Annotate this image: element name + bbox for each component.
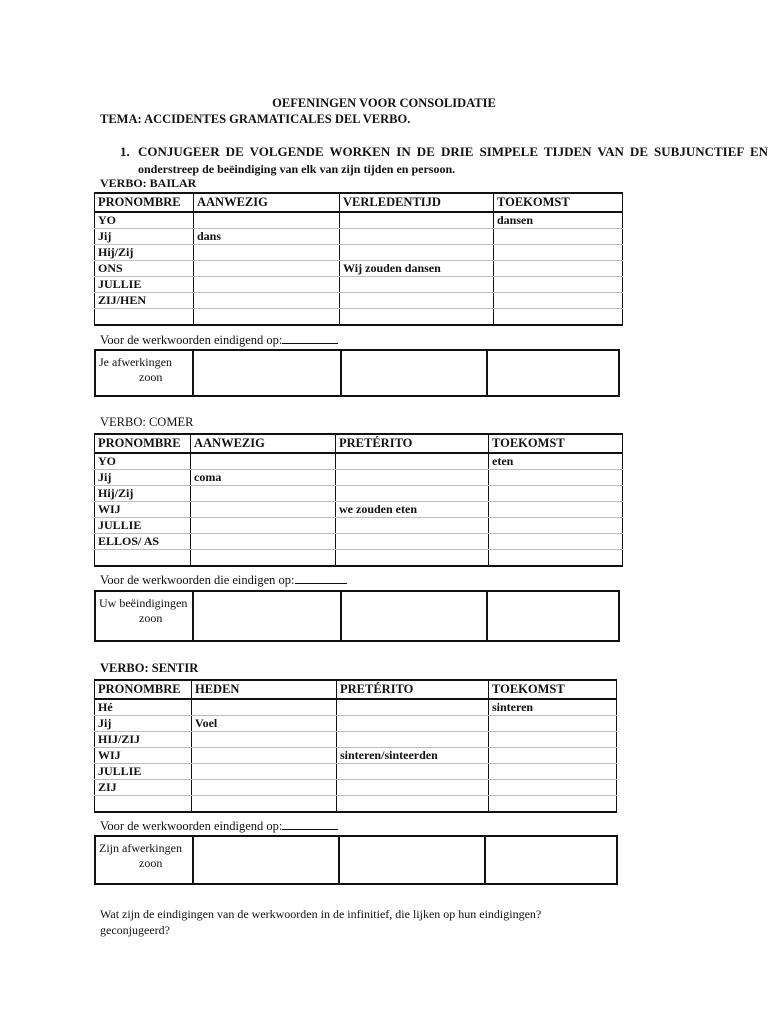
pronoun-cell: ONS bbox=[95, 261, 194, 277]
endings-label-zoon: zoon bbox=[139, 611, 163, 625]
instruction-line-1 bbox=[120, 144, 768, 160]
conjugation-cell[interactable] bbox=[336, 534, 489, 550]
table-row bbox=[95, 470, 623, 486]
endings-blank[interactable] bbox=[282, 333, 338, 344]
table-row bbox=[95, 212, 623, 229]
column-header: PRETÉRITO bbox=[337, 680, 489, 699]
pronoun-cell: Jij bbox=[95, 716, 192, 732]
pronoun-cell: ELLOS/ AS bbox=[95, 534, 191, 550]
conjugation-cell[interactable]: Wij zouden dansen bbox=[340, 261, 494, 277]
instruction-number: 1. bbox=[120, 144, 130, 159]
conjugation-cell[interactable] bbox=[340, 229, 494, 245]
conjugation-cell[interactable] bbox=[489, 780, 617, 796]
pronoun-cell: Jij bbox=[95, 229, 194, 245]
table-row bbox=[95, 261, 623, 277]
pronoun-cell: JULLIE bbox=[95, 277, 194, 293]
endings-caption-sentir bbox=[100, 819, 338, 834]
endings-caption-text: Voor de werkwoorden eindigend op: bbox=[100, 819, 283, 833]
table-header-row bbox=[95, 434, 623, 453]
pronoun-cell: JULLIE bbox=[95, 518, 191, 534]
conjugation-cell[interactable] bbox=[494, 229, 623, 245]
endings-answer-cell[interactable] bbox=[485, 836, 617, 884]
instruction-line-2: onderstreep de beëindiging van elk van zijn tijden en persoon. bbox=[138, 162, 456, 176]
column-header: PRETÉRITO bbox=[336, 434, 489, 453]
conjugation-cell[interactable] bbox=[489, 796, 617, 813]
pronoun-cell: Jij bbox=[95, 470, 191, 486]
conjugation-cell[interactable] bbox=[340, 212, 494, 229]
pronoun-cell: YO bbox=[95, 453, 191, 470]
column-header: VERLEDENTIJD bbox=[340, 193, 494, 212]
conjugation-cell[interactable] bbox=[194, 277, 340, 293]
conjugation-cell[interactable] bbox=[489, 534, 623, 550]
endings-caption-text: Voor de werkwoorden eindigend op: bbox=[100, 333, 283, 347]
table-header-row bbox=[95, 680, 617, 699]
pronoun-cell: Hé bbox=[95, 699, 192, 716]
conjugation-cell[interactable]: sinteren bbox=[489, 699, 617, 716]
conjugation-cell[interactable] bbox=[337, 796, 489, 813]
endings-answer-cell[interactable] bbox=[193, 350, 341, 396]
pronoun-cell: ZIJ bbox=[95, 780, 192, 796]
table-row bbox=[95, 780, 617, 796]
conjugation-cell[interactable]: we zouden eten bbox=[336, 502, 489, 518]
endings-answer-cell[interactable] bbox=[487, 350, 619, 396]
conjugation-cell[interactable] bbox=[192, 748, 337, 764]
table-header-row bbox=[95, 193, 623, 212]
table-row bbox=[95, 550, 623, 567]
conjugation-table-bailar bbox=[94, 192, 623, 326]
conjugation-cell[interactable]: dansen bbox=[494, 212, 623, 229]
column-header: AANWEZIG bbox=[191, 434, 336, 453]
conjugation-cell[interactable] bbox=[494, 277, 623, 293]
verb-label-sentir: VERBO: SENTIR bbox=[100, 661, 199, 675]
endings-answer-cell[interactable] bbox=[193, 836, 339, 884]
conjugation-cell[interactable] bbox=[340, 309, 494, 326]
conjugation-cell[interactable] bbox=[336, 550, 489, 567]
conjugation-cell[interactable] bbox=[489, 470, 623, 486]
conjugation-cell[interactable] bbox=[191, 502, 336, 518]
conjugation-cell[interactable] bbox=[336, 518, 489, 534]
conjugation-cell[interactable] bbox=[494, 261, 623, 277]
conjugation-cell[interactable] bbox=[337, 716, 489, 732]
conjugation-table-sentir bbox=[94, 679, 617, 813]
pronoun-cell: Hij/Zij bbox=[95, 245, 194, 261]
conjugation-cell[interactable]: Voel bbox=[192, 716, 337, 732]
conjugation-cell[interactable] bbox=[337, 780, 489, 796]
endings-caption-comer bbox=[100, 573, 347, 588]
endings-blank[interactable] bbox=[295, 573, 347, 584]
verb-label-bailar: VERBO: BAILAR bbox=[100, 176, 197, 190]
closing-question bbox=[100, 906, 660, 938]
pronoun-cell: WIJ bbox=[95, 748, 192, 764]
pronoun-cell: Hij/Zij bbox=[95, 486, 191, 502]
column-header: TOEKOMST bbox=[489, 680, 617, 699]
endings-answer-cell[interactable] bbox=[193, 591, 341, 641]
endings-label: Zijn afwerkingen bbox=[99, 841, 182, 855]
conjugation-cell[interactable] bbox=[489, 486, 623, 502]
table-row bbox=[95, 699, 617, 716]
table-row bbox=[95, 534, 623, 550]
pronoun-cell bbox=[95, 309, 194, 326]
conjugation-cell[interactable] bbox=[191, 453, 336, 470]
column-header: TOEKOMST bbox=[494, 193, 623, 212]
column-header: PRONOMBRE bbox=[95, 193, 194, 212]
column-header: AANWEZIG bbox=[194, 193, 340, 212]
column-header: TOEKOMST bbox=[489, 434, 623, 453]
endings-caption-text: Voor de werkwoorden die eindigen op: bbox=[100, 573, 295, 587]
column-header: PRONOMBRE bbox=[95, 680, 192, 699]
pronoun-cell bbox=[95, 550, 191, 567]
table-row bbox=[95, 453, 623, 470]
conjugation-cell[interactable] bbox=[194, 293, 340, 309]
pronoun-cell: ZIJ/HEN bbox=[95, 293, 194, 309]
table-row bbox=[95, 764, 617, 780]
conjugation-cell[interactable] bbox=[489, 502, 623, 518]
conjugation-cell[interactable] bbox=[337, 732, 489, 748]
conjugation-cell[interactable] bbox=[489, 716, 617, 732]
endings-answer-cell[interactable] bbox=[339, 836, 485, 884]
worksheet-title: OEFENINGEN VOOR CONSOLIDATIE bbox=[272, 96, 496, 110]
worksheet-theme: TEMA: ACCIDENTES GRAMATICALES DEL VERBO. bbox=[100, 112, 411, 126]
endings-answer-cell[interactable] bbox=[341, 591, 487, 641]
conjugation-cell[interactable] bbox=[336, 470, 489, 486]
endings-label: Je afwerkingen bbox=[99, 355, 172, 369]
table-row bbox=[95, 277, 623, 293]
conjugation-cell[interactable] bbox=[191, 550, 336, 567]
pronoun-cell: WIJ bbox=[95, 502, 191, 518]
conjugation-table-comer bbox=[94, 433, 623, 567]
conjugation-cell[interactable] bbox=[192, 796, 337, 813]
conjugation-cell[interactable] bbox=[337, 699, 489, 716]
conjugation-table-body bbox=[95, 434, 623, 566]
instruction-text: CONJUGEER DE VOLGENDE WORKEN IN DE DRIE SIMPELE TIJDEN VAN DE SUBJUNCTIEF EN bbox=[138, 144, 768, 159]
conjugation-cell[interactable] bbox=[337, 764, 489, 780]
conjugation-cell[interactable] bbox=[194, 212, 340, 229]
conjugation-cell[interactable]: sinteren/sinteerden bbox=[337, 748, 489, 764]
pronoun-cell bbox=[95, 796, 192, 813]
endings-table-bailar bbox=[94, 349, 620, 397]
endings-label: Uw beëindigingen bbox=[99, 596, 188, 610]
conjugation-cell[interactable]: eten bbox=[489, 453, 623, 470]
conjugation-cell[interactable] bbox=[340, 293, 494, 309]
conjugation-table-body bbox=[95, 193, 623, 325]
endings-blank[interactable] bbox=[282, 819, 338, 830]
endings-label-cell bbox=[95, 350, 193, 396]
conjugation-cell[interactable] bbox=[489, 550, 623, 567]
conjugation-cell[interactable] bbox=[489, 518, 623, 534]
table-row bbox=[95, 796, 617, 813]
conjugation-cell[interactable]: dans bbox=[194, 229, 340, 245]
pronoun-cell: YO bbox=[95, 212, 194, 229]
conjugation-cell[interactable] bbox=[489, 764, 617, 780]
conjugation-cell[interactable] bbox=[192, 699, 337, 716]
conjugation-cell[interactable] bbox=[489, 732, 617, 748]
endings-answer-cell[interactable] bbox=[341, 350, 487, 396]
conjugation-cell[interactable] bbox=[340, 277, 494, 293]
endings-label-zoon: zoon bbox=[139, 370, 163, 384]
conjugation-cell[interactable] bbox=[489, 748, 617, 764]
table-row bbox=[95, 518, 623, 534]
conjugation-cell[interactable] bbox=[192, 764, 337, 780]
endings-answer-cell[interactable] bbox=[487, 591, 619, 641]
conjugation-cell[interactable] bbox=[191, 486, 336, 502]
conjugation-cell[interactable] bbox=[191, 518, 336, 534]
conjugation-cell[interactable] bbox=[191, 534, 336, 550]
conjugation-cell[interactable] bbox=[192, 732, 337, 748]
table-row bbox=[95, 716, 617, 732]
conjugation-table-body bbox=[95, 680, 617, 812]
conjugation-cell[interactable] bbox=[336, 453, 489, 470]
table-row bbox=[95, 293, 623, 309]
endings-label-cell bbox=[95, 836, 193, 884]
pronoun-cell: HIJ/ZIJ bbox=[95, 732, 192, 748]
conjugation-cell[interactable] bbox=[494, 309, 623, 326]
question-line-2: geconjugeerd? bbox=[100, 923, 170, 937]
conjugation-cell[interactable] bbox=[194, 309, 340, 326]
endings-table-sentir bbox=[94, 835, 618, 885]
endings-caption-bailar bbox=[100, 333, 338, 348]
table-row bbox=[95, 309, 623, 326]
pronoun-cell: JULLIE bbox=[95, 764, 192, 780]
question-line-1: Wat zijn de eindigingen van de werkwoorden in de infinitief, die lijken op hun eindigingen? bbox=[100, 907, 542, 921]
conjugation-cell[interactable] bbox=[494, 293, 623, 309]
conjugation-cell[interactable] bbox=[194, 261, 340, 277]
conjugation-cell[interactable] bbox=[340, 245, 494, 261]
table-row bbox=[95, 502, 623, 518]
endings-label-zoon: zoon bbox=[139, 856, 163, 870]
verb-label-comer: VERBO: COMER bbox=[100, 415, 194, 429]
table-row bbox=[95, 486, 623, 502]
table-row bbox=[95, 748, 617, 764]
conjugation-cell[interactable]: coma bbox=[191, 470, 336, 486]
column-header: PRONOMBRE bbox=[95, 434, 191, 453]
endings-table-comer bbox=[94, 590, 620, 642]
conjugation-cell[interactable] bbox=[194, 245, 340, 261]
conjugation-cell[interactable] bbox=[336, 486, 489, 502]
conjugation-cell[interactable] bbox=[192, 780, 337, 796]
table-row bbox=[95, 732, 617, 748]
table-row bbox=[95, 229, 623, 245]
conjugation-cell[interactable] bbox=[494, 245, 623, 261]
column-header: HEDEN bbox=[192, 680, 337, 699]
endings-label-cell bbox=[95, 591, 193, 641]
table-row bbox=[95, 245, 623, 261]
